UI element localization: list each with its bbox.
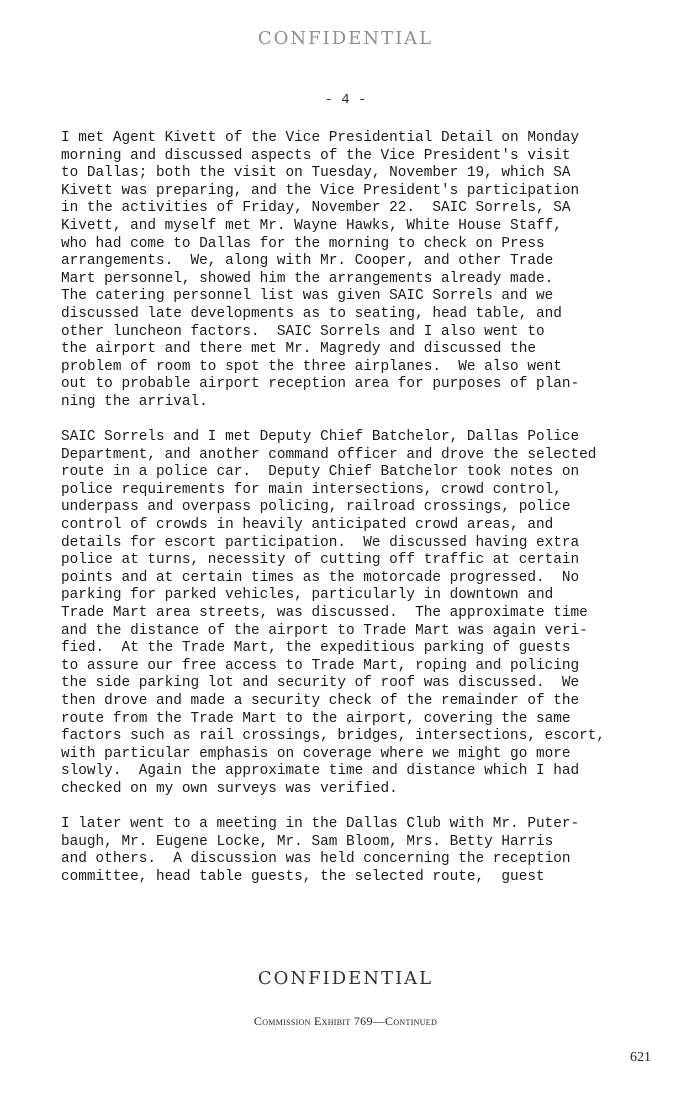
memo-body: [61, 130, 621, 904]
confidential-stamp-top: CONFIDENTIAL: [257, 28, 434, 49]
paragraph-dallas-club-meeting: I later went to a meeting in the Dallas Club with Mr. Puter- baugh, Mr. Eugene Locke, Mr. Sam Bloom, Mrs. Betty Harris and others. A discussion was held concerning the reception committee, head table guests, the selected route, guest: [61, 816, 580, 885]
page-number: 621: [630, 1050, 651, 1065]
paragraph-agent-kivett-meeting: I met Agent Kivett of the Vice Presidential Detail on Monday morning and discussed aspects of the Vice President's visit to Dallas; both the visit on Tuesday, November 19, which SA Kivett was preparing, and the Vice President's participation in the activities of Friday, November 22. SAIC Sorrels, SA Kivett, and myself met Mr. Wayne Hawks, White House Staff, who had come to Dallas for the morning to check on Press arrangements. We, along with Mr. Cooper, and other Trade Mart personnel, showed him the arrangements already made. The catering personnel list was given SAIC Sorrels and we discussed late developments as to seating, head table, and other luncheon factors. SAIC Sorrels and I also went to the airport and there met Mr. Magredy and discussed the problem of room to spot the three airplanes. We also went out to probable airport reception area for purposes of plan- ning the arrival.: [61, 130, 580, 410]
exhibit-caption: Commission Exhibit 769—Continued: [253, 1014, 438, 1028]
paragraph-route-survey: SAIC Sorrels and I met Deputy Chief Batchelor, Dallas Police Department, and another command officer and drove the selected route in a police car. Deputy Chief Batchelor took notes on police requirements for main intersections, crowd control, underpass and overpass policing, railroad crossings, police control of crowds in heavily anticipated crowd areas, and details for escort participation. We discussed having extra police at turns, necessity of cutting off traffic at certain points and at certain times as the motorcade progressed. No parking for parked vehicles, particularly in downtown and Trade Mart area streets, was discussed. The approximate time and the distance of the airport to Trade Mart was again veri- fied. At the Trade Mart, the expeditious parking of guests to assure our free access to Trade Mart, roping and policing the side parking lot and security of roof was discussed. We then drove and made a security check of the remainder of the route from the Trade Mart to the airport, covering the same factors such as rail crossings, bridges, intersections, escort, with particular emphasis on coverage where we might go more slowly. Again the approximate time and distance which I had checked on my own surveys was verified.: [61, 429, 606, 797]
confidential-stamp-bottom: CONFIDENTIAL: [257, 968, 434, 989]
page-marker: - 4 -: [324, 92, 367, 108]
